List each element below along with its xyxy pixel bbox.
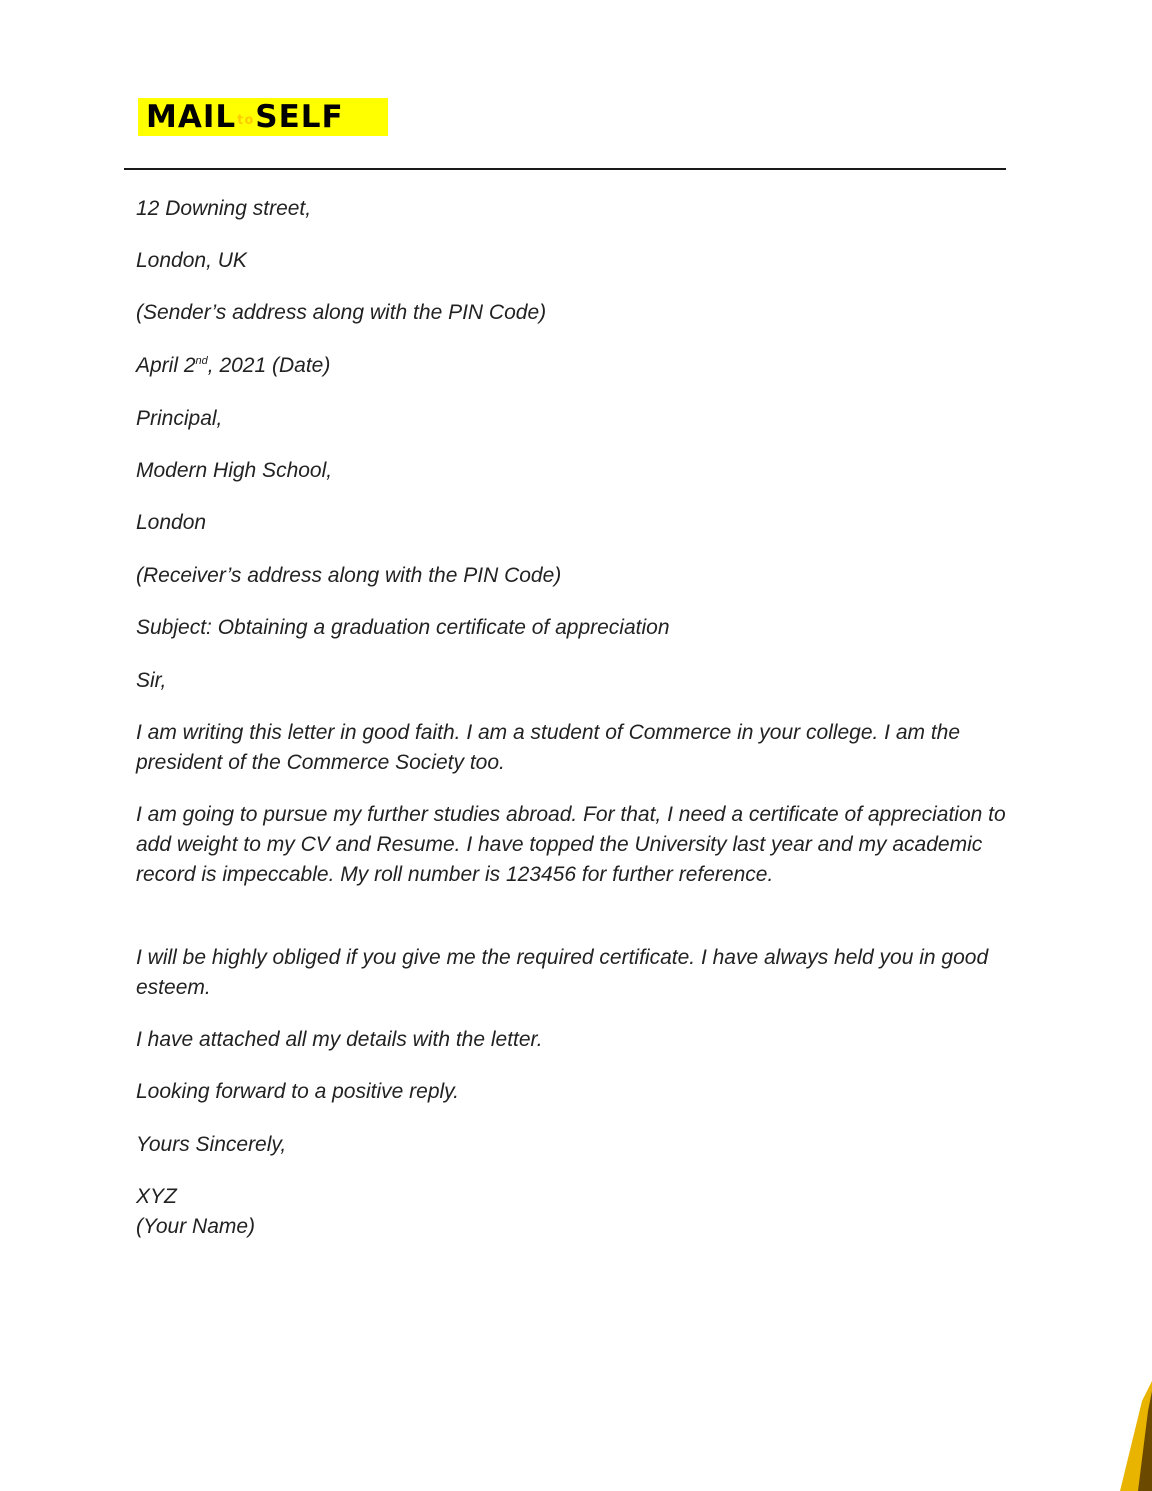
logo-wordmark: [146, 98, 344, 135]
letter-paragraph-5: Looking forward to a positive reply.: [136, 1080, 459, 1103]
date-prefix: April 2: [136, 354, 196, 377]
signature-note: (Your Name): [136, 1215, 256, 1238]
receiver-address-note: (Receiver’s address along with the PIN Code): [136, 564, 562, 587]
signature-name: XYZ: [136, 1185, 177, 1208]
logo-word-mail: MAIL: [146, 98, 237, 135]
logo-word-self: SELF: [255, 98, 344, 135]
receiver-address-line-3: London: [136, 511, 207, 534]
mailtoself-logo: [138, 98, 388, 136]
receiver-address-line-2: Modern High School,: [136, 459, 333, 482]
letter-closing: Yours Sincerely,: [136, 1133, 287, 1156]
letter-subject: Subject: Obtaining a graduation certificate of appreciation: [136, 616, 670, 639]
sender-address-note: (Sender’s address along with the PIN Code): [136, 301, 547, 324]
date-suffix: , 2021 (Date): [207, 354, 331, 377]
letter-paragraph-3: I will be highly obliged if you give me the required certificate. I have always held you in good esteem.: [136, 946, 989, 999]
sender-address-line-1: 12 Downing street,: [136, 197, 312, 220]
letter-paragraph-2: I am going to pursue my further studies abroad. For that, I need a certificate of appreciation to add weight to my CV and Resume. I have topped the University last year and my academic record is impeccable. My roll number is 123456 for further reference.: [136, 803, 1006, 886]
header-divider: [124, 168, 1006, 170]
corner-decoration: [1112, 1381, 1152, 1491]
date-ordinal: nd: [195, 355, 208, 367]
letter-paragraph-4: I have attached all my details with the letter.: [136, 1028, 543, 1051]
letter-salutation: Sir,: [136, 669, 167, 692]
letter-paragraph-1: I am writing this letter in good faith. I am a student of Commerce in your college. I am the president of the Commerce Society too.: [136, 721, 961, 774]
receiver-address-line-1: Principal,: [136, 407, 223, 430]
letter-date: [136, 351, 1016, 381]
sender-address-line-2: London, UK: [136, 249, 247, 272]
logo-word-to: to: [237, 112, 255, 128]
